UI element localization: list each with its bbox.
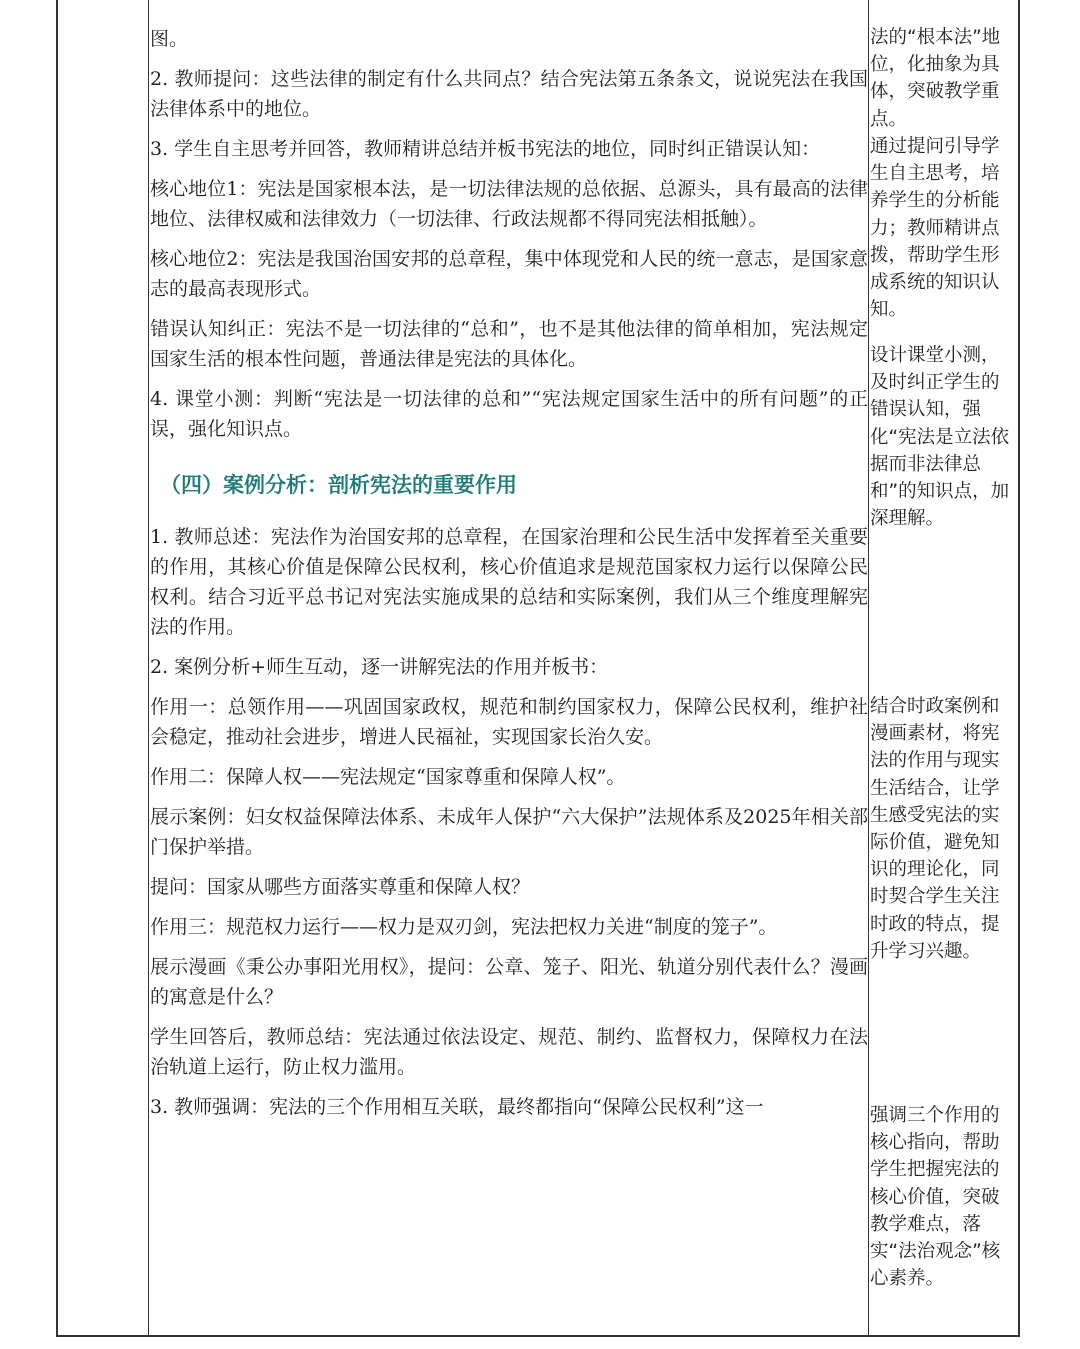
- paragraph: 作用二：保障人权——宪法规定“国家尊重和保障人权”。: [150, 766, 626, 789]
- column-divider-right: [868, 0, 869, 1337]
- paragraph: 展示漫画《秉公办事阳光用权》，提问：公章、笼子、阳光、轨道分别代表什么？漫画的寓意是什么？: [150, 956, 868, 1009]
- note-text: 设计课堂小测，及时纠正学生的错误认知，强化“宪法是立法依据而非法律总和”的知识点，加深理解。: [870, 345, 1010, 530]
- note-text: 强调三个作用的核心指向，帮助学生把握宪法的核心价值，突破教学难点，落实“法治观念”核心素养。: [870, 1105, 1001, 1290]
- design-intent-note: [870, 693, 1016, 965]
- note-text: 法的“根本法”地位，化抽象为具体，突破教学重点。: [870, 27, 1001, 130]
- paragraph: 核心地位1：宪法是国家根本法，是一切法律法规的总依据、总源头，具有最高的法律地位、法律权威和法律效力（一切法律、行政法规都不得同宪法相抵触）。: [150, 178, 868, 231]
- paragraph: 4. 课堂小测：判断“宪法是一切法律的总和”“宪法规定国家生活中的所有问题”的正误，强化知识点。: [150, 388, 868, 441]
- paragraph: 2. 教师提问：这些法律的制定有什么共同点？结合宪法第五条条文，说说宪法在我国法律体系中的地位。: [150, 68, 868, 121]
- design-intent-note: [870, 24, 1016, 133]
- paragraph: 1. 教师总述：宪法作为治国安邦的总章程，在国家治理和公民生活中发挥着至关重要的作用，其核心价值是保障公民权利，核心价值追求是规范国家权力运行以保障公民权利。结合习近平总书记对宪法实施成果的总结和实际案例，我们从三个维度理解宪法的作用。: [150, 526, 868, 639]
- paragraph: 学生回答后，教师总结：宪法通过依法设定、规范、制约、监督权力，保障权力在法治轨道上运行，防止权力滥用。: [150, 1026, 868, 1079]
- paragraph: 图。: [150, 28, 189, 50]
- paragraph: 2. 案例分析+师生互动，逐一讲解宪法的作用并板书：: [150, 656, 609, 679]
- paragraph: 3. 教师强调：宪法的三个作用相互关联，最终都指向“保障公民权利”这一: [150, 1096, 764, 1119]
- column-divider-left: [148, 0, 149, 1337]
- paragraph: 展示案例：妇女权益保障法体系、未成年人保护“六大保护”法规体系及2025年相关部门保护举措。: [150, 806, 868, 859]
- paragraph: 提问：国家从哪些方面落实尊重和保障人权？: [150, 876, 531, 899]
- note-text: 结合时政案例和漫画素材，将宪法的作用与现实生活结合，让学生感受宪法的实际价值，避免知识的理论化，同时契合学生关注时政的特点，提升学习兴趣。: [870, 696, 1000, 962]
- paragraph: 作用一：总领作用——巩固国家政权，规范和制约国家权力，保障公民权利，维护社会稳定，推动社会进步，增进人民福祉，实现国家长治久安。: [150, 696, 868, 749]
- paragraph: 错误认知纠正：宪法不是一切法律的“总和”，也不是其他法律的简单相加，宪法规定国家生活的根本性问题，普通法律是宪法的具体化。: [150, 318, 868, 371]
- paragraph: 作用三：规范权力运行——权力是双刃剑，宪法把权力关进“制度的笼子”。: [150, 916, 778, 939]
- note-text: 通过提问引导学生自主思考，培养学生的分析能力；教师精讲点拨，帮助学生形成系统的知识认知。: [870, 136, 1000, 321]
- design-intent-note: [870, 133, 1016, 323]
- paragraph: 3. 学生自主思考并回答，教师精讲总结并板书宪法的地位，同时纠正错误认知：: [150, 138, 821, 161]
- paragraph: 核心地位2：宪法是我国治国安邦的总章程，集中体现党和人民的统一意志，是国家意志的最高表现形式。: [150, 248, 868, 301]
- section-heading: （四）案例分析：剖析宪法的重要作用: [160, 472, 517, 497]
- teaching-process-column: [150, 24, 868, 1132]
- design-intent-note: [870, 1102, 1016, 1292]
- design-intent-note: [870, 342, 1016, 532]
